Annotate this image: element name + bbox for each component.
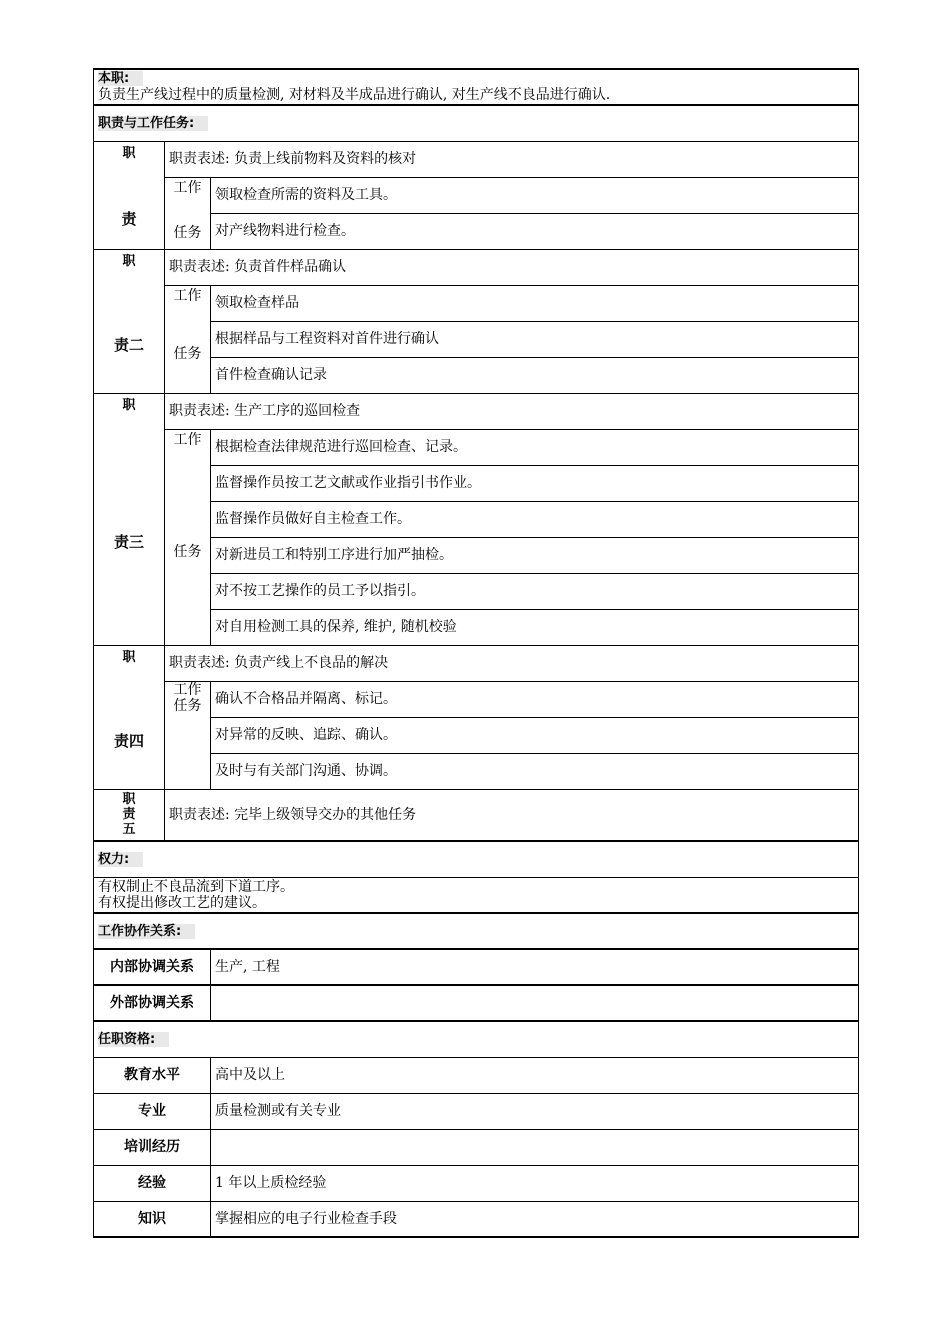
external-relations-label: 外部协调关系 [94, 985, 211, 1021]
qual-experience-label: 经验 [94, 1165, 211, 1201]
duty-3-task-4: 对新进员工和特别工序进行加严抽检。 [211, 537, 859, 573]
duty-3-task-label: 工作 任务 [165, 429, 211, 645]
duty-3-task-2: 监督操作员按工艺文献或作业指引书作业。 [211, 465, 859, 501]
qual-training-value [211, 1129, 859, 1165]
duty-4-task-2: 对异常的反映、追踪、确认。 [211, 717, 859, 753]
duty-1-task-label: 工作 任务 [165, 177, 211, 249]
duty-1-task-2: 对产线物料进行检查。 [211, 213, 859, 249]
duty-3-label: 职 责三 [94, 393, 165, 645]
qual-knowledge-value: 掌握相应的电子行业检查手段 [211, 1201, 859, 1237]
power-lines [94, 877, 859, 913]
duty-2-task-1: 领取检查样品 [211, 285, 859, 321]
duty-3-task-5: 对不按工艺操作的员工予以指引。 [211, 573, 859, 609]
duty-4-task-label: 工作 任务 [165, 681, 211, 789]
duty-2-task-2: 根据样品与工程资料对首件进行确认 [211, 321, 859, 357]
duty-2-statement: 职责表述: 负责首件样品确认 [165, 249, 859, 285]
job-table [93, 68, 859, 1238]
internal-relations-label: 内部协调关系 [94, 949, 211, 985]
duty-1-task-1: 领取检查所需的资料及工具。 [211, 177, 859, 213]
duty-1-statement: 职责表述: 负责上线前物料及资料的核对 [165, 141, 859, 177]
duty-2-label: 职 责二 [94, 249, 165, 393]
power-header: 权力: [94, 841, 859, 877]
power-line-1: 有权制止不良品流到下道工序。 [98, 878, 294, 895]
qual-education-value: 高中及以上 [211, 1057, 859, 1093]
duties-header: 职责与工作任务: [94, 105, 859, 141]
qual-major-label: 专业 [94, 1093, 211, 1129]
internal-relations-value: 生产, 工程 [211, 949, 859, 985]
qualifications-header: 任职资格: [94, 1021, 859, 1057]
duty-4-task-3: 及时与有关部门沟通、协调。 [211, 753, 859, 789]
duty-1-label: 职 责 [94, 141, 165, 249]
qual-knowledge-label: 知识 [94, 1201, 211, 1237]
duty-2-task-label: 工作 任务 [165, 285, 211, 393]
duty-3-statement: 职责表述: 生产工序的巡回检查 [165, 393, 859, 429]
benzhi-cell [94, 69, 859, 105]
job-description-sheet [93, 68, 858, 1238]
duty-4-label: 职 责四 [94, 645, 165, 789]
relations-header: 工作协作关系: [94, 913, 859, 949]
duty-5-label: 职 责 五 [94, 789, 165, 841]
duty-2-task-3: 首件检查确认记录 [211, 357, 859, 393]
external-relations-value [211, 985, 859, 1021]
duty-3-task-3: 监督操作员做好自主检查工作。 [211, 501, 859, 537]
duty-3-task-6: 对自用检测工具的保养, 维护, 随机校验 [211, 609, 859, 645]
duty-3-task-1: 根据检查法律规范进行巡回检查、记录。 [211, 429, 859, 465]
duty-5-statement: 职责表述: 完毕上级领导交办的其他任务 [165, 789, 859, 841]
duty-4-statement: 职责表述: 负责产线上不良品的解决 [165, 645, 859, 681]
power-line-2: 有权提出修改工艺的建议。 [98, 894, 266, 911]
qual-education-label: 教育水平 [94, 1057, 211, 1093]
benzhi-label: 本职: [98, 71, 143, 86]
qual-major-value: 质量检测或有关专业 [211, 1093, 859, 1129]
benzhi-text: 负责生产线过程中的质量检测, 对材料及半成品进行确认, 对生产线不良品进行确认. [98, 87, 611, 103]
qual-experience-value: 1 年以上质检经验 [211, 1165, 859, 1201]
qual-training-label: 培训经历 [94, 1129, 211, 1165]
duty-4-task-1: 确认不合格品并隔离、标记。 [211, 681, 859, 717]
